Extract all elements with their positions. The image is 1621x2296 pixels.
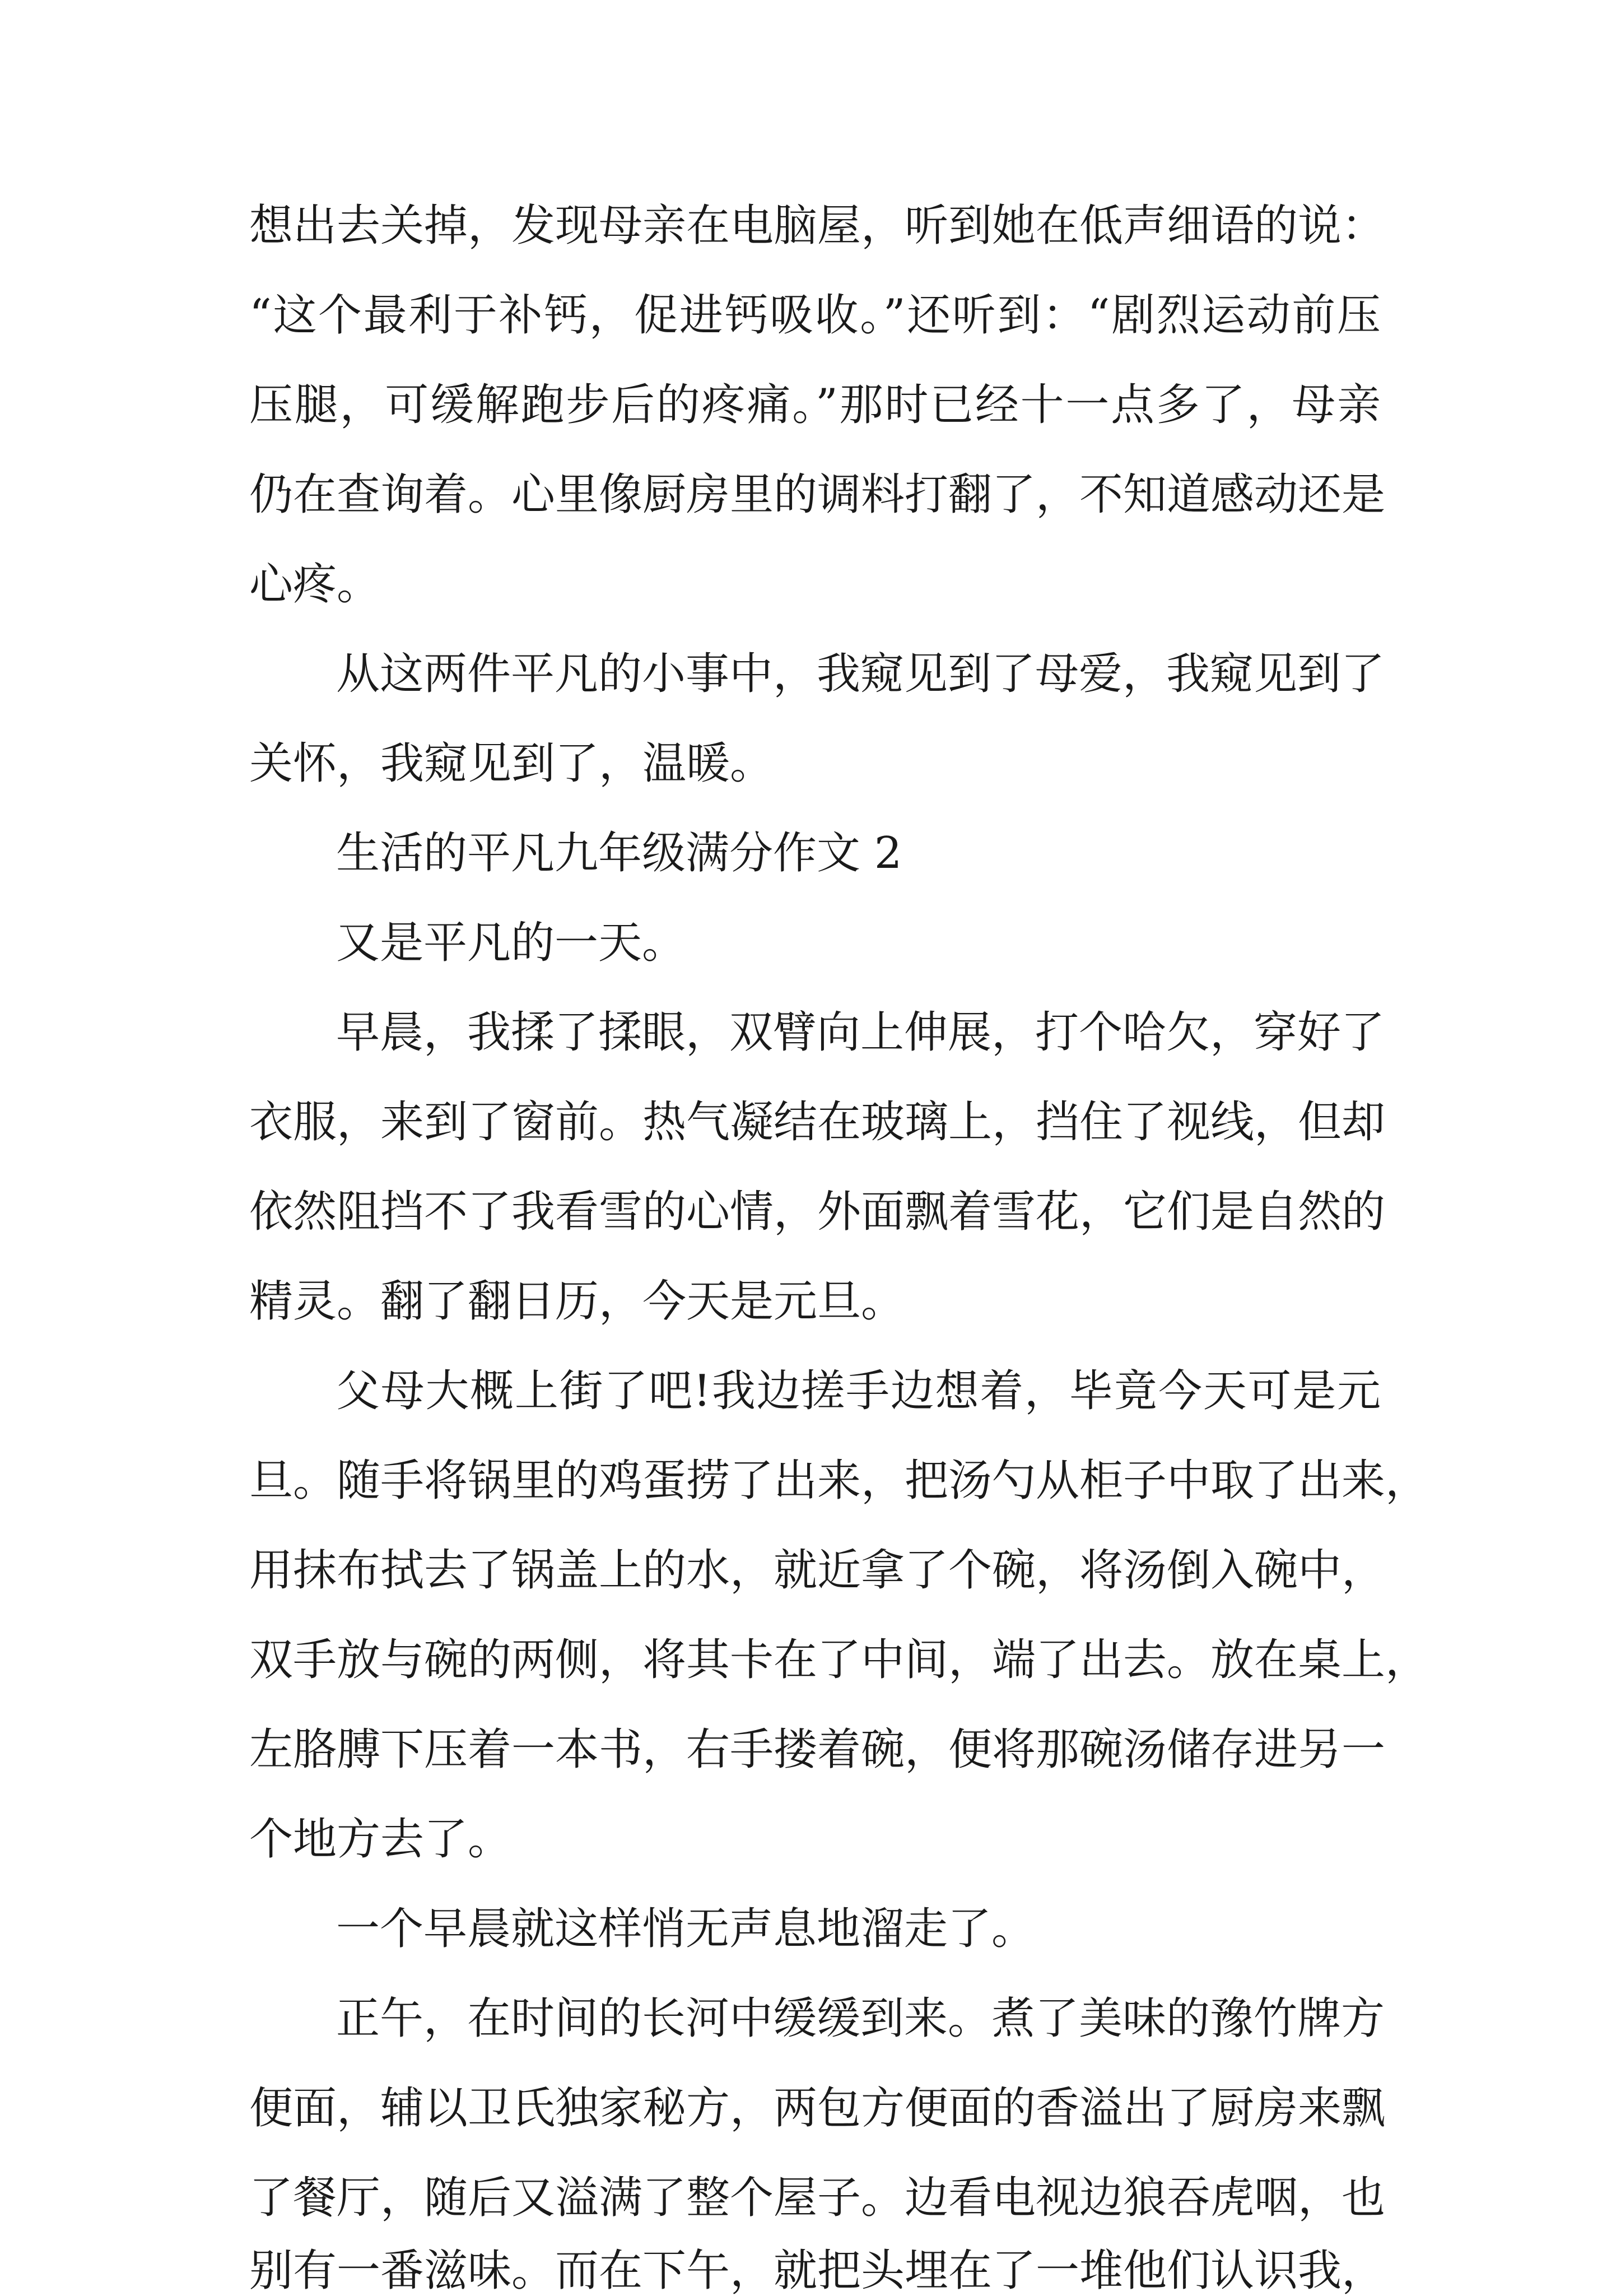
text-line: 从这两件平凡的小事中，我窥见到了母爱，我窥见到了 xyxy=(336,649,1385,699)
text-line: 正午，在时间的长河中缓缓到来。煮了美味的豫竹牌方 xyxy=(336,1993,1385,2044)
text-line: 父母大概上街了吧!我边搓手边想着，毕竟今天可是元 xyxy=(336,1366,1381,1416)
text-line: 精灵。翻了翻日历，今天是元旦。 xyxy=(249,1276,905,1327)
text-line: 左胳膊下压着一本书，右手搂着碗，便将那碗汤储存进另一 xyxy=(249,1725,1386,1775)
text-line: 依然阻挡不了我看雪的心情，外面飘着雪花，它们是自然的 xyxy=(249,1187,1386,1237)
section-heading: 生活的平凡九年级满分作文 2 xyxy=(336,828,902,879)
text-line: 想出去关掉，发现母亲在电脑屋，听到她在低声细语的说： xyxy=(249,201,1386,251)
text-line: 用抹布拭去了锅盖上的水，就近拿了个碗，将汤倒入碗中， xyxy=(249,1545,1386,1596)
text-line: 了餐厅，随后又溢满了整个屋子。边看电视边狼吞虎咽，也 xyxy=(249,2173,1386,2223)
text-line: 压腿，可缓解跑步后的疼痛。”那时已经十一点多了，母亲 xyxy=(249,380,1381,430)
text-line: 关怀，我窥见到了，温暖。 xyxy=(249,738,774,789)
text-line: 心疼。 xyxy=(249,559,381,610)
text-line: 仍在查询着。心里像厨房里的调料打翻了，不知道感动还是 xyxy=(249,470,1386,520)
text-line: 别有一番滋味。而在下午，就把头埋在了一堆他们认识我， xyxy=(249,2246,1386,2296)
text-line: 便面，辅以卫氏独家秘方，两包方便面的香溢出了厨房来飘 xyxy=(249,2083,1386,2134)
text-line: 个地方去了。 xyxy=(249,1814,512,1865)
text-line: “这个最利于补钙，促进钙吸收。”还听到：“剧烈运动前压 xyxy=(249,290,1381,341)
text-line: 双手放与碗的两侧，将其卡在了中间，端了出去。放在桌上， xyxy=(249,1635,1429,1685)
text-line: 旦。随手将锅里的鸡蛋捞了出来，把汤勺从柜子中取了出来， xyxy=(249,1456,1429,1506)
text-line: 早晨，我揉了揉眼，双臂向上伸展，打个哈欠，穿好了 xyxy=(336,1007,1385,1058)
text-line: 一个早晨就这样悄无声息地溜走了。 xyxy=(336,1904,1036,1954)
text-line: 衣服，来到了窗前。热气凝结在玻璃上，挡住了视线，但却 xyxy=(249,1097,1386,1147)
text-line: 又是平凡的一天。 xyxy=(336,918,686,968)
